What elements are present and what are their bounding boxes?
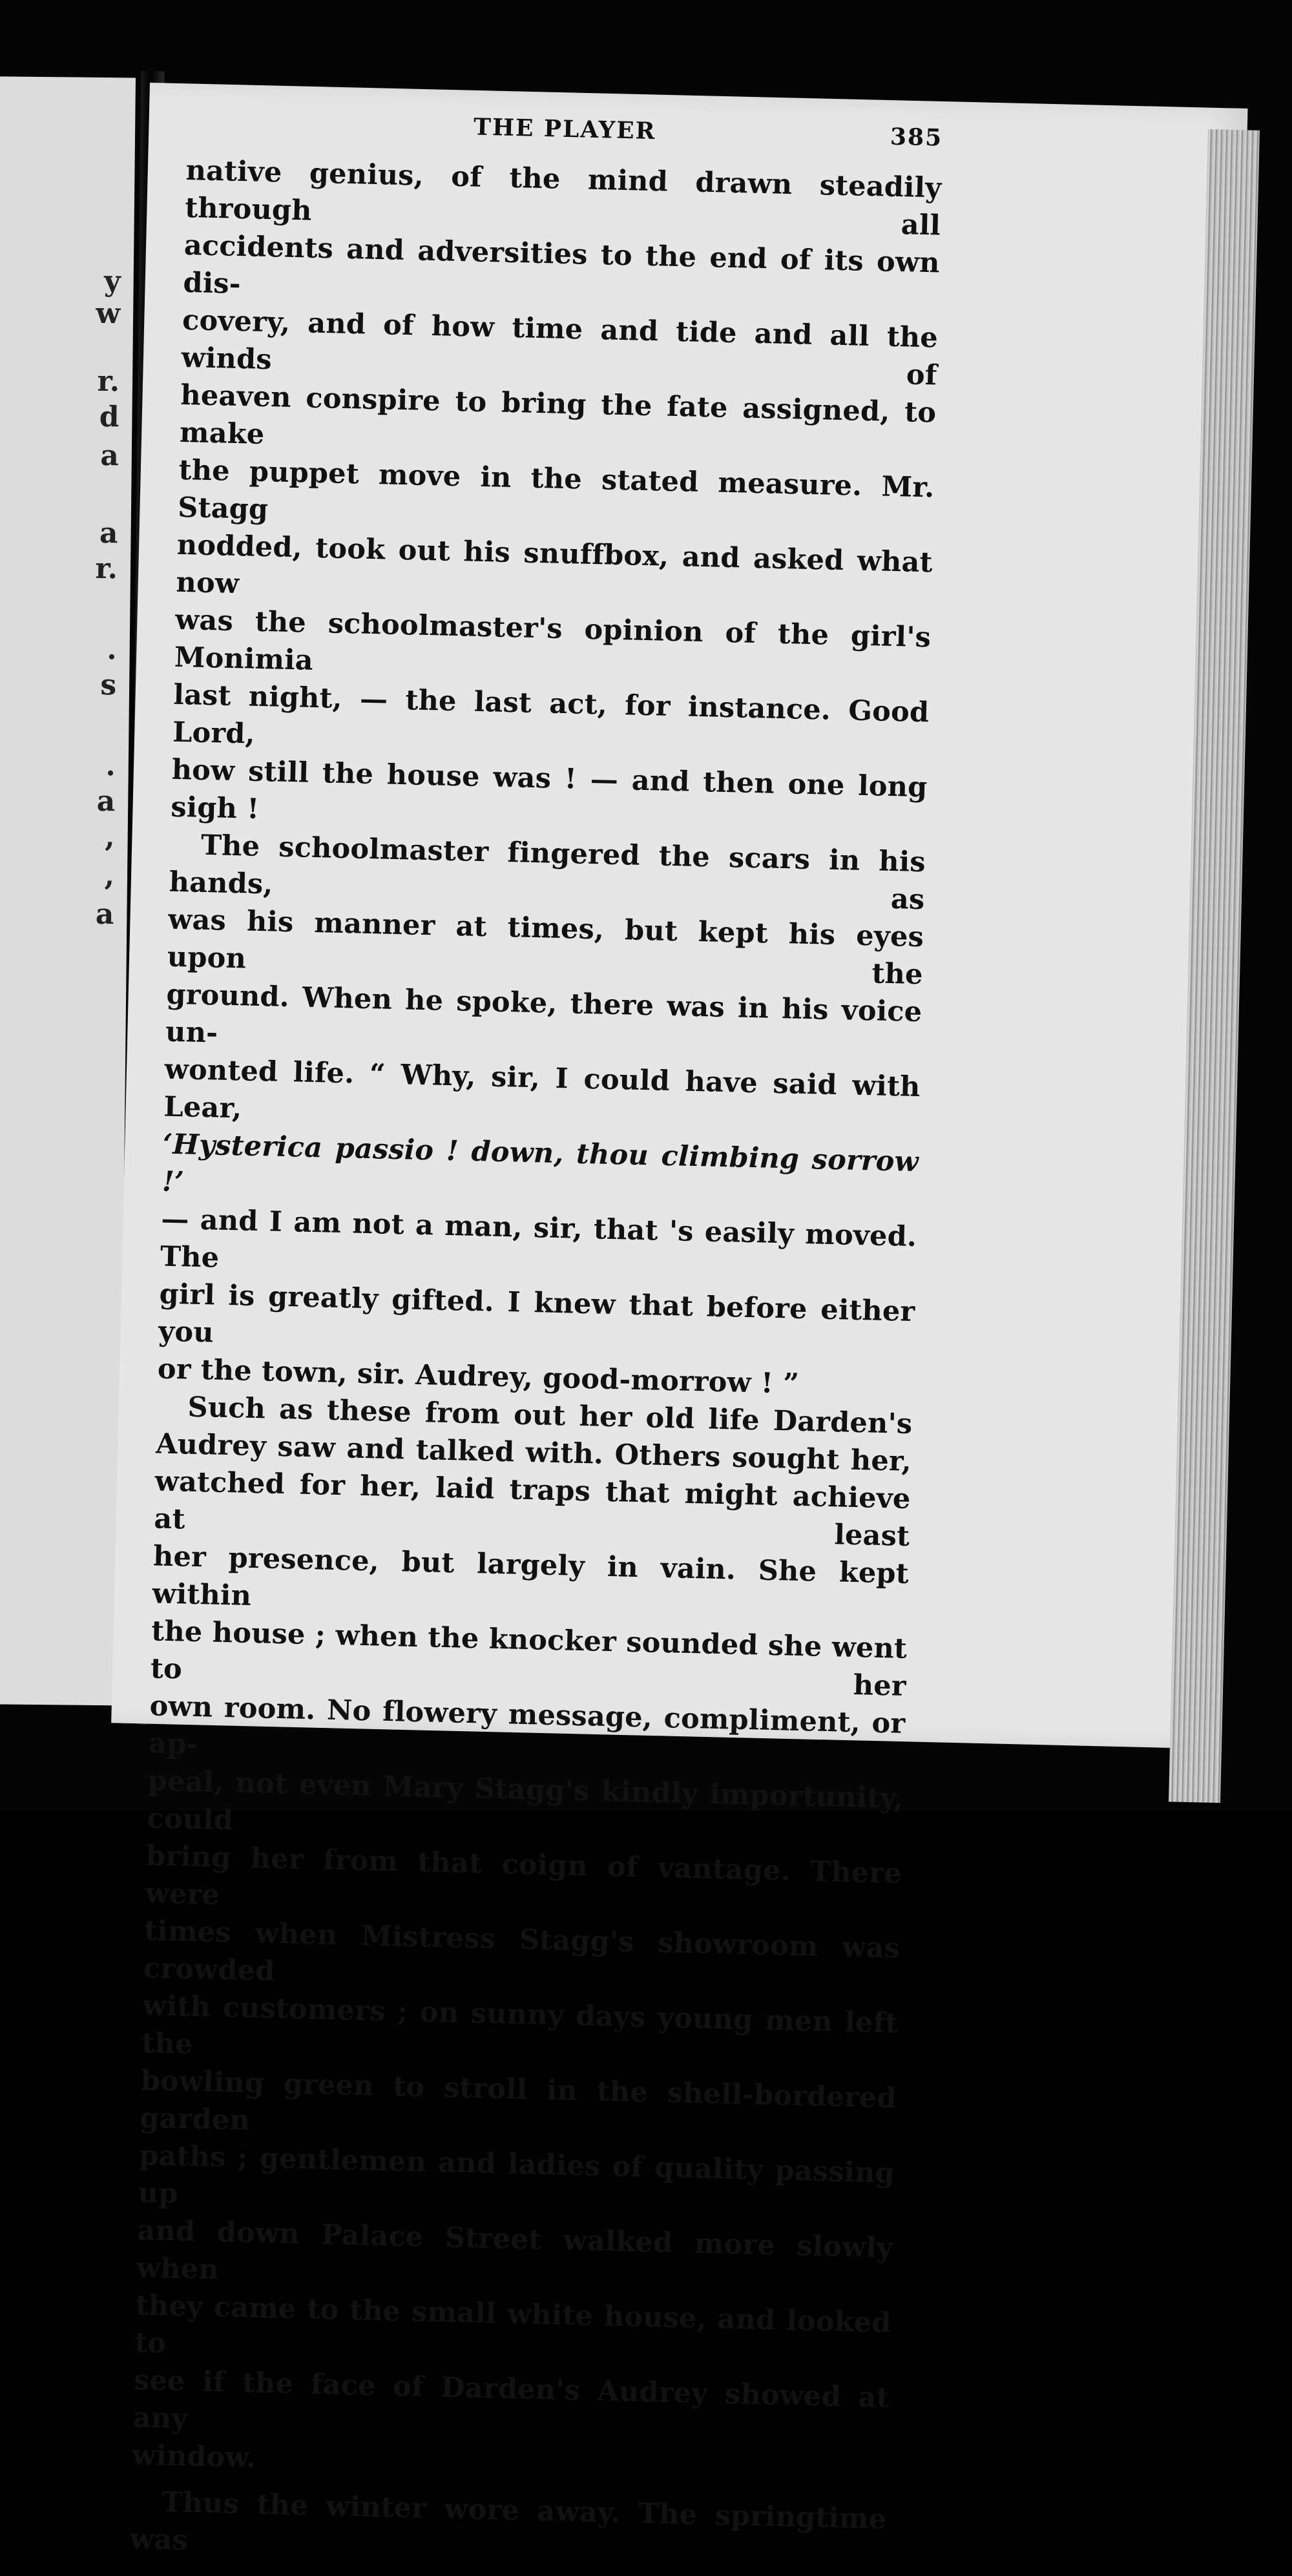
text-line: accidents and adversities to the end of its own dis- <box>182 229 941 301</box>
paragraph-4 <box>130 2483 887 2576</box>
text-line: times when Mistress Stagg's showroom was crowded <box>143 1915 901 1988</box>
margin-fragment: a <box>96 784 116 818</box>
running-title: THE PLAYER <box>473 113 656 145</box>
text-line: own room. No flowery message, compliment, or ap- <box>148 1690 906 1761</box>
text-line: native genius, of the mind drawn steadily through all <box>184 154 942 242</box>
text-line: Audrey saw and talked with. Others sought her, <box>155 1428 912 1478</box>
page-number: 385 <box>890 123 943 152</box>
margin-fragment: , <box>105 820 115 854</box>
text-line: last night, — the last act, for instance. Good Lord, <box>172 678 930 751</box>
text-line: or the town, sir. Audrey, good-morrow ! ” <box>157 1353 800 1400</box>
text-line: ground. When he spoke, there was in his voice un- <box>165 978 922 1050</box>
text-line: watched for her, laid traps that might achieve at least <box>153 1465 912 1553</box>
text-line: Such as these from out her old life Darden's <box>187 1391 913 1440</box>
text-line: was his manner at times, but kept his eyes upon the <box>167 903 924 992</box>
text-line: they came to the small white house, and looked to <box>134 2289 892 2360</box>
margin-fragment: y <box>103 265 121 298</box>
paragraph-1 <box>171 152 942 844</box>
text-line: covery, and of how time and tide and all the winds of <box>181 304 939 392</box>
text-line: see if the face of Darden's Audrey showed at any <box>132 2364 890 2435</box>
margin-fragment: a <box>100 439 120 473</box>
text-line: peal, not even Mary Stagg's kindly importunity, could <box>146 1765 904 1837</box>
italic-quote: ‘Hysterica passio ! down, thou climbing sorrow !’ <box>162 1128 919 1199</box>
margin-fragment: , <box>104 859 115 893</box>
left-facing-page <box>0 76 136 1705</box>
margin-fragment: . <box>105 749 116 783</box>
margin-fragment: r. <box>97 364 120 399</box>
text-line: with customers ; on sunny days young men left the <box>141 1989 899 2061</box>
text-line: how still the house was ! — and then one long sigh ! <box>170 753 928 826</box>
text-line: nodded, took out his snuffbox, and asked what now <box>176 528 933 601</box>
margin-fragment: w <box>96 296 121 331</box>
margin-fragment: a <box>95 897 114 931</box>
text-line: girl is greatly gifted. I knew that before either you <box>158 1278 915 1349</box>
text-line: and down Palace Street walked more slowly when <box>136 2214 893 2287</box>
text-line: the puppet move in the stated measure. Mr. Stagg <box>177 453 935 526</box>
text-line: was the schoolmaster's opinion of the girl's Monimia <box>174 603 932 677</box>
text-line: her presence, but largely in vain. She kept within <box>152 1540 910 1612</box>
margin-fragment: a <box>99 516 118 550</box>
text-line: window. <box>131 2438 257 2475</box>
paragraph-2 <box>157 826 926 1406</box>
paragraph-3 <box>132 1387 913 2491</box>
margin-fragment: . <box>107 633 117 667</box>
text-line: bowling green to stroll in the shell-bordered garden <box>140 2064 897 2137</box>
text-line: — and I am not a man, sir, that 's easily moved. The <box>160 1203 917 1274</box>
text-line: heaven conspire to bring the fate assigned, to make <box>179 379 937 451</box>
margin-fragment: d <box>99 400 120 434</box>
margin-fragment: r. <box>95 552 118 586</box>
text-line: bring her from that coign of vantage. There were <box>145 1840 902 1911</box>
text-line: paths ; gentlemen and ladies of quality passing up <box>138 2139 895 2210</box>
text-line: Thus the winter wore away. The springtime was <box>129 2486 887 2557</box>
text-line: wonted life. “ Why, sir, I could have said with Lear, <box>163 1053 921 1125</box>
text-line: the house ; when the knocker sounded she went to her <box>150 1615 908 1703</box>
page-text-block <box>130 107 943 2576</box>
text-line: The schoolmaster fingered the scars in his hands, as <box>169 829 926 917</box>
margin-fragment: s <box>100 668 117 702</box>
